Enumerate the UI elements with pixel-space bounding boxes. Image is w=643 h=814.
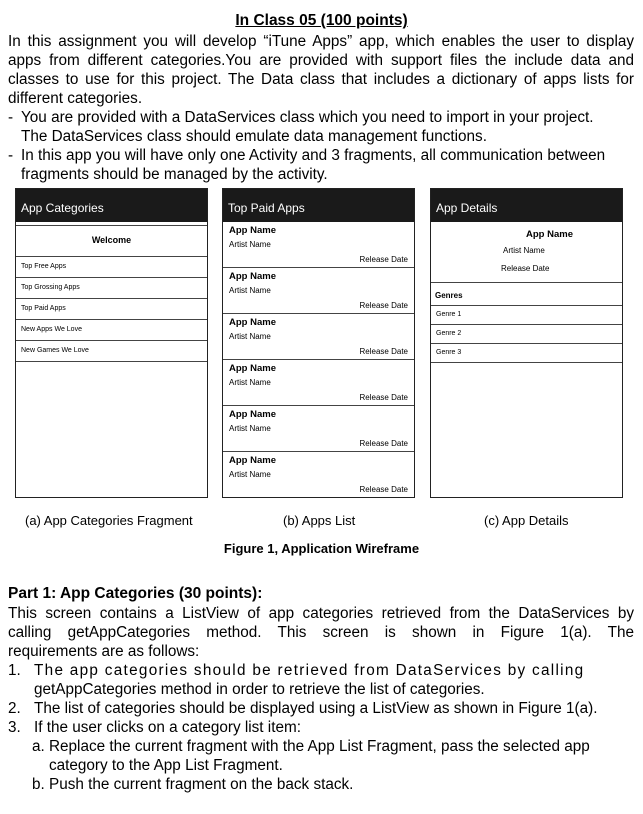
- subitem-letter: a.: [32, 738, 45, 755]
- artist-name: Artist Name: [229, 240, 271, 249]
- app-name: App Name: [229, 363, 276, 374]
- category-list-item[interactable]: Top Paid Apps: [16, 299, 207, 320]
- genres-label: Genres: [431, 283, 622, 306]
- bullet-item: [8, 108, 634, 146]
- artist-name: Artist Name: [503, 246, 545, 255]
- part1-heading: Part 1: App Categories (30 points):: [8, 585, 263, 602]
- requirement-line: getAppCategories method in order to retrieve the list of categories.: [34, 681, 485, 698]
- app-details-summary: [431, 222, 622, 283]
- intro-line: In this assignment you will develop “iTune Apps” app, which enables the user to display: [8, 33, 634, 50]
- category-list-item[interactable]: New Apps We Love: [16, 320, 207, 341]
- app-name: App Name: [526, 229, 573, 240]
- intro-paragraph: [8, 32, 634, 108]
- bullet-line: The DataServices class should emulate data management functions.: [21, 128, 487, 145]
- part1-intro-line: This screen contains a ListView of app categories retrieved from the DataServices by: [8, 605, 634, 622]
- requirement-line: The app categories should be retrieved from DataServices by calling: [34, 662, 585, 679]
- app-list-item[interactable]: [223, 314, 414, 360]
- app-name: App Name: [229, 455, 276, 466]
- app-details-header: App Details: [431, 189, 622, 222]
- bullet-line: In this app you will have only one Activity and 3 fragments, all communication between: [21, 147, 606, 164]
- item-number: 3.: [8, 719, 21, 736]
- requirement-item: [8, 699, 634, 718]
- bullet-marker: -: [8, 147, 14, 164]
- release-date: Release Date: [359, 347, 408, 356]
- intro-line: different categories.: [8, 90, 143, 107]
- bullet-line: fragments should be managed by the activity.: [21, 166, 328, 183]
- genre-list-item: Genre 1: [431, 306, 622, 325]
- category-list-item[interactable]: New Games We Love: [16, 341, 207, 362]
- release-date: Release Date: [359, 439, 408, 448]
- artist-name: Artist Name: [229, 424, 271, 433]
- category-list-item[interactable]: Top Free Apps: [16, 257, 207, 278]
- subitem-line: Replace the current fragment with the App List Fragment, pass the selected app: [49, 738, 590, 755]
- subitem-letter: b.: [32, 776, 45, 793]
- app-list-item[interactable]: [223, 406, 414, 452]
- artist-name: Artist Name: [229, 378, 271, 387]
- requirement-item: [8, 718, 634, 737]
- requirement-subitem: [32, 737, 634, 775]
- release-date: Release Date: [359, 393, 408, 402]
- subitem-line: category to the App List Fragment.: [49, 757, 283, 774]
- part1-intro: [8, 604, 634, 661]
- release-date: Release Date: [359, 255, 408, 264]
- categories-header: App Categories: [16, 189, 207, 222]
- app-name: App Name: [229, 409, 276, 420]
- bullet-marker: -: [8, 109, 14, 126]
- item-number: 2.: [8, 700, 21, 717]
- part1-intro-line: requirements are as follows:: [8, 643, 200, 660]
- category-list-item[interactable]: Top Grossing Apps: [16, 278, 207, 299]
- app-name: App Name: [229, 317, 276, 328]
- release-date: Release Date: [501, 264, 550, 273]
- bullet-line: You are provided with a DataServices class which you need to import in your project.: [21, 109, 594, 126]
- requirement-line: The list of categories should be displayed using a ListView as shown in Figure 1(a).: [34, 700, 598, 717]
- document-title: In Class 05 (100 points): [235, 12, 408, 29]
- app-list-item[interactable]: [223, 268, 414, 314]
- wireframe-categories: [15, 188, 208, 498]
- release-date: Release Date: [359, 485, 408, 494]
- requirement-line: If the user clicks on a category list item:: [34, 719, 301, 736]
- wireframe-app-details: [430, 188, 623, 498]
- subitem-line: Push the current fragment on the back stack.: [49, 776, 354, 793]
- wireframe-apps-list: [222, 188, 415, 498]
- app-list-item[interactable]: [223, 360, 414, 406]
- figure-caption: Figure 1, Application Wireframe: [223, 541, 420, 556]
- genre-list-item: Genre 2: [431, 325, 622, 344]
- item-number: 1.: [8, 662, 21, 679]
- part1-intro-line: calling getAppCategories method. This screen is shown in Figure 1(a). The: [8, 624, 634, 641]
- caption-apps-list: (b) Apps List: [283, 513, 356, 528]
- app-list-item[interactable]: [223, 222, 414, 268]
- artist-name: Artist Name: [229, 332, 271, 341]
- app-name: App Name: [229, 271, 276, 282]
- intro-line: apps from different categories.You are provided with support files the include data and: [8, 52, 634, 69]
- requirement-item: [8, 661, 634, 699]
- artist-name: Artist Name: [229, 286, 271, 295]
- requirement-subitem: [32, 775, 634, 794]
- release-date: Release Date: [359, 301, 408, 310]
- genre-list-item: Genre 3: [431, 344, 622, 363]
- caption-app-details: (c) App Details: [484, 513, 569, 528]
- apps-list-header: Top Paid Apps: [223, 189, 414, 222]
- bullet-item: [8, 146, 634, 184]
- caption-categories: (a) App Categories Fragment: [25, 513, 193, 528]
- app-list-item[interactable]: [223, 452, 414, 497]
- artist-name: Artist Name: [229, 470, 271, 479]
- intro-line: classes to use for this project. The Data class that includes a dictionary of apps lists for: [8, 71, 634, 88]
- welcome-label: Welcome: [16, 225, 207, 257]
- app-name: App Name: [229, 225, 276, 236]
